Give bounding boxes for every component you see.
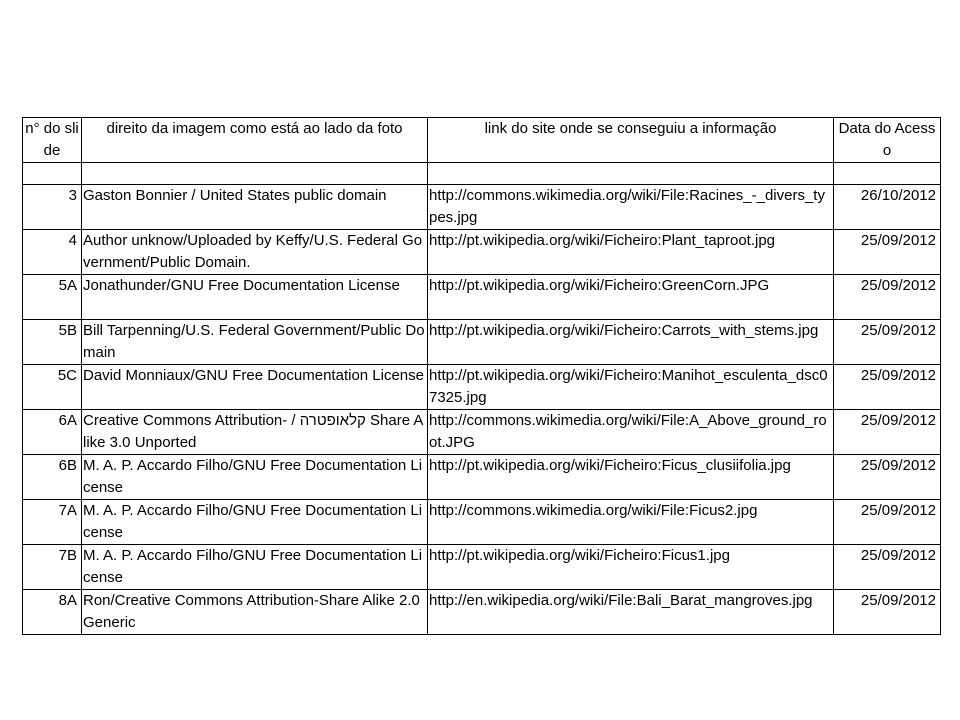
image-rights-cell: Ron/Creative Commons Attribution-Share Alike 2.0 Generic [82, 590, 428, 635]
source-link-cell[interactable]: http://pt.wikipedia.org/wiki/Ficheiro:GreenCorn.JPG [428, 275, 834, 320]
table-row [23, 230, 941, 275]
table-row [23, 185, 941, 230]
header-slide-number: n° do slide [23, 118, 82, 163]
image-credits-table [22, 117, 941, 635]
table-row [23, 275, 941, 320]
table-empty-row [23, 163, 941, 185]
table-row [23, 320, 941, 365]
image-rights-cell: Gaston Bonnier / United States public domain [82, 185, 428, 230]
slide-number-cell: 6B [23, 455, 82, 500]
slide-number-cell: 7A [23, 500, 82, 545]
table-row [23, 500, 941, 545]
empty-cell [23, 163, 82, 185]
table-row [23, 545, 941, 590]
source-link-cell[interactable]: http://pt.wikipedia.org/wiki/Ficheiro:Manihot_esculenta_dsc07325.jpg [428, 365, 834, 410]
source-link-cell[interactable]: http://en.wikipedia.org/wiki/File:Bali_Barat_mangroves.jpg [428, 590, 834, 635]
slide-number-cell: 4 [23, 230, 82, 275]
image-rights-cell: M. A. P. Accardo Filho/GNU Free Documentation License [82, 500, 428, 545]
slide-number-cell: 5B [23, 320, 82, 365]
access-date-cell: 25/09/2012 [834, 410, 941, 455]
image-rights-cell: M. A. P. Accardo Filho/GNU Free Documentation License [82, 545, 428, 590]
image-rights-cell: Creative Commons Attribution- / קלאופטרה Share Alike 3.0 Unported [82, 410, 428, 455]
image-rights-cell: Author unknow/Uploaded by Keffy/U.S. Federal Government/Public Domain. [82, 230, 428, 275]
source-link-cell[interactable]: http://commons.wikimedia.org/wiki/File:Racines_-_divers_types.jpg [428, 185, 834, 230]
source-link-cell[interactable]: http://commons.wikimedia.org/wiki/File:Ficus2.jpg [428, 500, 834, 545]
header-image-rights: direito da imagem como está ao lado da foto [82, 118, 428, 163]
header-access-date: Data do Acesso [834, 118, 941, 163]
table-row [23, 590, 941, 635]
source-link-cell[interactable]: http://pt.wikipedia.org/wiki/Ficheiro:Ficus1.jpg [428, 545, 834, 590]
access-date-cell: 25/09/2012 [834, 230, 941, 275]
source-link-cell[interactable]: http://pt.wikipedia.org/wiki/Ficheiro:Ficus_clusiifolia.jpg [428, 455, 834, 500]
slide-number-cell: 7B [23, 545, 82, 590]
table-row [23, 455, 941, 500]
table-row [23, 365, 941, 410]
access-date-cell: 25/09/2012 [834, 455, 941, 500]
image-rights-cell: Jonathunder/GNU Free Documentation License [82, 275, 428, 320]
slide-number-cell: 5A [23, 275, 82, 320]
source-link-cell[interactable]: http://pt.wikipedia.org/wiki/Ficheiro:Carrots_with_stems.jpg [428, 320, 834, 365]
slide-number-cell: 6A [23, 410, 82, 455]
access-date-cell: 25/09/2012 [834, 275, 941, 320]
slide-number-cell: 5C [23, 365, 82, 410]
access-date-cell: 25/09/2012 [834, 590, 941, 635]
image-rights-cell: David Monniaux/GNU Free Documentation License [82, 365, 428, 410]
empty-cell [834, 163, 941, 185]
access-date-cell: 25/09/2012 [834, 500, 941, 545]
access-date-cell: 25/09/2012 [834, 545, 941, 590]
empty-cell [82, 163, 428, 185]
source-link-cell[interactable]: http://pt.wikipedia.org/wiki/Ficheiro:Plant_taproot.jpg [428, 230, 834, 275]
slide-number-cell: 3 [23, 185, 82, 230]
image-rights-cell: Bill Tarpenning/U.S. Federal Government/Public Domain [82, 320, 428, 365]
source-link-cell[interactable]: http://commons.wikimedia.org/wiki/File:A_Above_ground_root.JPG [428, 410, 834, 455]
table-row [23, 410, 941, 455]
empty-cell [428, 163, 834, 185]
access-date-cell: 25/09/2012 [834, 365, 941, 410]
header-source-link: link do site onde se conseguiu a informação [428, 118, 834, 163]
slide-number-cell: 8A [23, 590, 82, 635]
table-header-row [23, 118, 941, 163]
access-date-cell: 26/10/2012 [834, 185, 941, 230]
access-date-cell: 25/09/2012 [834, 320, 941, 365]
image-rights-cell: M. A. P. Accardo Filho/GNU Free Documentation License [82, 455, 428, 500]
